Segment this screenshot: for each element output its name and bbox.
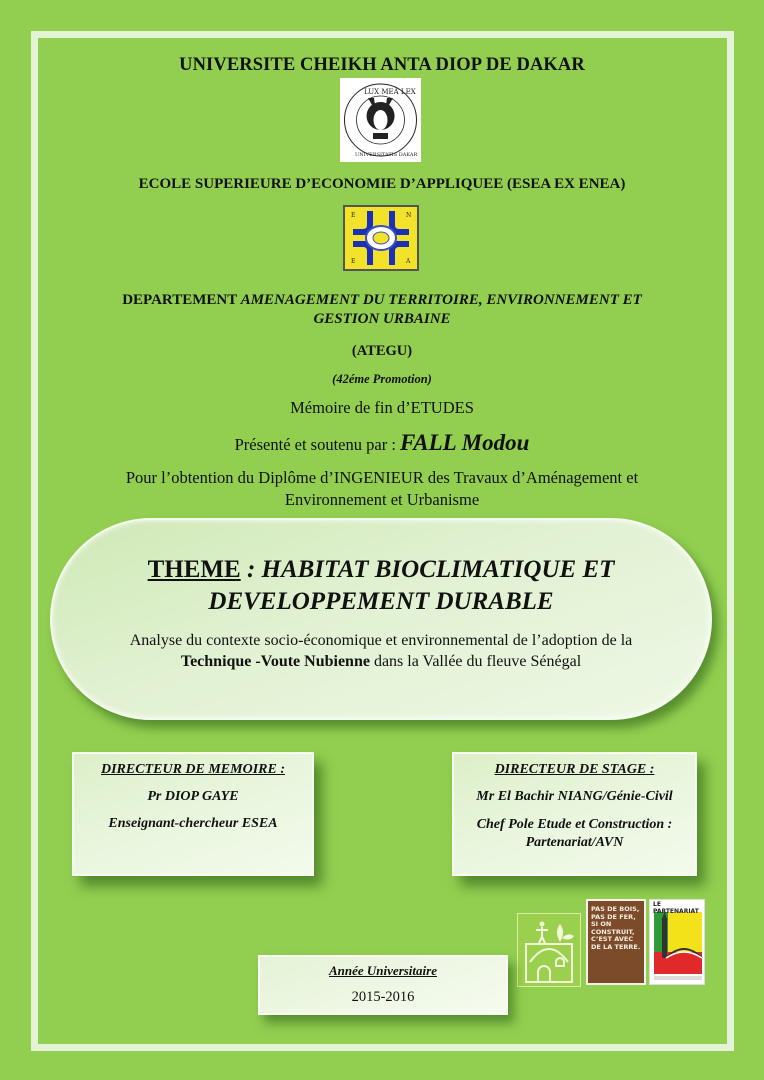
academic-year-label: Année Universitaire bbox=[329, 963, 437, 978]
department-line2: GESTION URBAINE bbox=[313, 311, 451, 327]
presented-by bbox=[0, 430, 764, 456]
internship-director-heading: DIRECTEUR DE STAGE : bbox=[494, 762, 655, 777]
degree-line2: Environnement et Urbanisme bbox=[284, 490, 480, 509]
presented-by-label: Présenté et soutenu par : bbox=[234, 435, 401, 454]
theme-subtitle: Analyse du contexte socio-économique et environnemental de l’adoption de la Technique -Voute Nubienne dans la Vallée du fleuve Sénégal bbox=[129, 632, 633, 670]
svg-text:E: E bbox=[351, 258, 356, 265]
department-line1: DEPARTEMENT AMENAGEMENT DU TERRITOIRE, ENVIRONNEMENT ET bbox=[122, 292, 642, 308]
theme-label: THEME bbox=[147, 556, 241, 583]
internship-director-title: Chef Pole Etude et Construction : Partenariat/AVN bbox=[476, 817, 673, 850]
department-acronym: (ATEGU) bbox=[351, 343, 413, 359]
theme-title: THEME : HABITAT BIOCLIMATIQUE ET DEVELOPPEMENT DURABLE bbox=[147, 556, 615, 615]
academic-year-value: 2015-2016 bbox=[351, 989, 415, 1005]
internship-director-box bbox=[452, 752, 697, 876]
svg-text:A: A bbox=[406, 258, 411, 265]
pas-de-bois-poster: PAS DE BOIS, PAS DE FER, SI ON CONSTRUIT, C’EST AVEC DE LA TERRE. bbox=[586, 899, 646, 985]
theme-box bbox=[50, 518, 712, 720]
svg-text:N: N bbox=[406, 212, 412, 219]
le-partenariat-logo bbox=[649, 899, 705, 985]
svg-text:E: E bbox=[351, 212, 356, 219]
internship-director-name: Mr El Bachir NIANG/Génie-Civil bbox=[476, 789, 673, 804]
university-name: UNIVERSITE CHEIKH ANTA DIOP DE DAKAR bbox=[179, 55, 585, 75]
department bbox=[0, 291, 764, 329]
promotion: (42éme Promotion) bbox=[332, 372, 432, 386]
ucad-seal-icon bbox=[340, 78, 421, 162]
thesis-director-title: Enseignant-chercheur ESEA bbox=[108, 816, 278, 831]
school-name: ECOLE SUPERIEURE D’ECONOMIE D’APPLIQUEE (ESEA EX ENEA) bbox=[138, 176, 626, 192]
partenariat-label: LE PARTENARIAT bbox=[653, 901, 699, 915]
degree-line1: Pour l’obtention du Diplôme d’INGENIEUR des Travaux d’Aménagement et bbox=[125, 468, 639, 487]
esea-logo-icon bbox=[343, 205, 419, 271]
theme-title-line2: DEVELOPPEMENT DURABLE bbox=[208, 588, 554, 615]
thesis-director-heading: DIRECTEUR DE MEMOIRE : bbox=[101, 762, 285, 777]
document-type: Mémoire de fin d’ETUDES bbox=[290, 398, 474, 417]
theme-subtitle-technique: Technique -Voute Nubienne bbox=[180, 653, 370, 670]
thesis-director-name: Pr DIOP GAYE bbox=[147, 789, 239, 804]
degree bbox=[0, 467, 764, 511]
author-name: FALL Modou bbox=[400, 430, 530, 455]
seal-motto: LUX MEA LEX bbox=[364, 88, 416, 96]
thesis-director-box bbox=[72, 752, 314, 876]
svg-text:UNIVERSITATIS DAKAR: UNIVERSITATIS DAKAR bbox=[355, 152, 418, 158]
academic-year-box bbox=[258, 955, 508, 1015]
theme-title-line1: HABITAT BIOCLIMATIQUE ET bbox=[261, 556, 615, 583]
avn-house-logo-icon bbox=[517, 913, 581, 987]
